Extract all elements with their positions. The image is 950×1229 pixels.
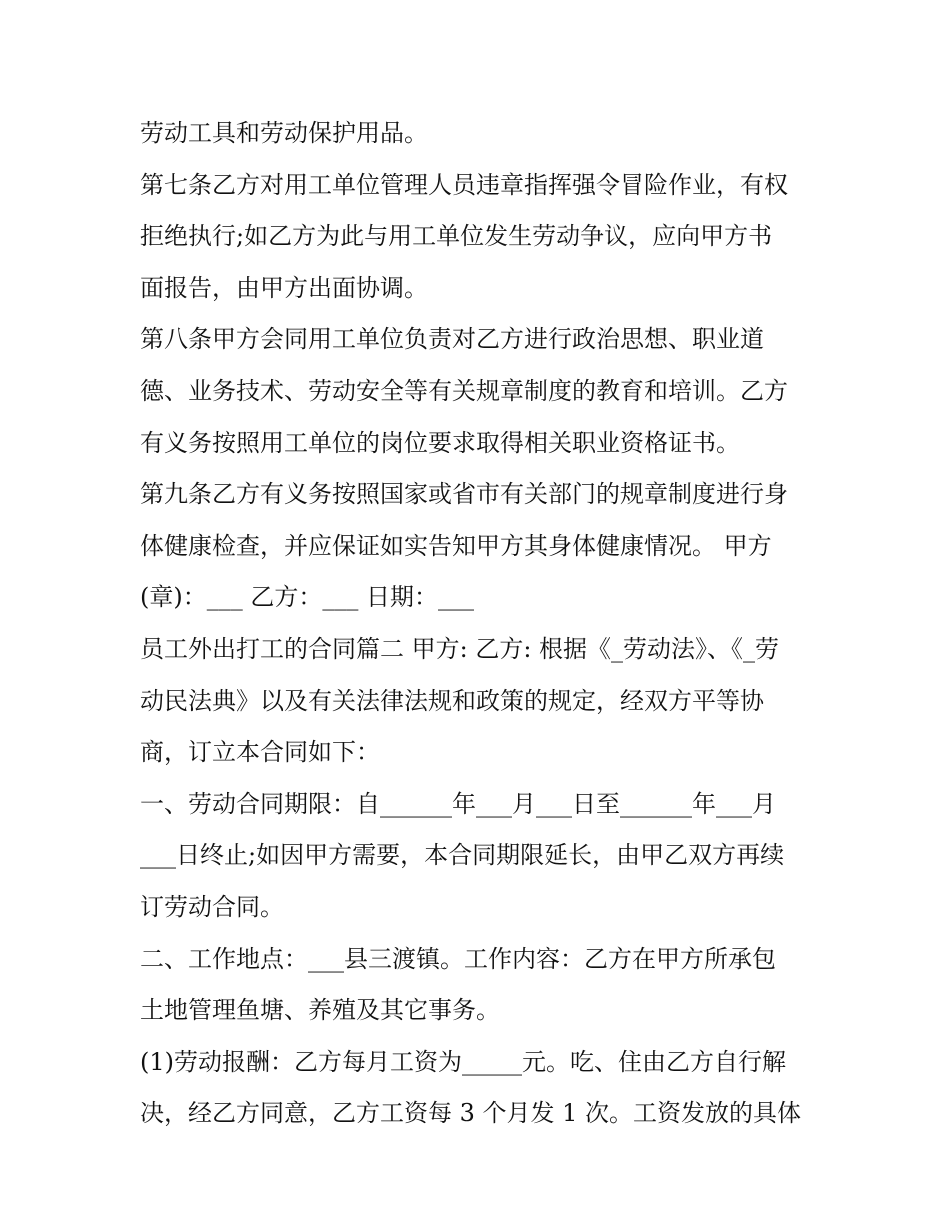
text-line: 一、劳动合同期限：自______年___月___日至______年___月 [140,789,776,818]
text-line: 面报告，由甲方出面协调。 [140,273,428,302]
document-body [140,108,820,1140]
text-line: 土地管理鱼塘、养殖及其它事务。 [140,996,500,1025]
text-line: 拒绝执行;如乙方为此与用工单位发生劳动争议，应向甲方书 [140,222,773,251]
text-line: 二、工作地点：___县三渡镇。工作内容：乙方在甲方所承包 [140,944,776,973]
text-line: 第八条甲方会同用工单位负责对乙方进行政治思想、职业道 [140,325,764,354]
text-line: 体健康检查，并应保证如实告知甲方其身体健康情况。 甲方 [140,531,772,560]
text-line: 有义务按照用工单位的岗位要求取得相关职业资格证书。 [140,428,740,457]
text-line: 动民法典》以及有关法律法规和政策的规定，经双方平等协 [140,686,764,715]
text-line: 第七条乙方对用工单位管理人员违章指挥强令冒险作业，有权 [140,170,788,199]
text-line: 决，经乙方同意，乙方工资每 3 个月发 1 次。工资发放的具体 [140,1099,802,1128]
text-line: (1)劳动报酬：乙方每月工资为_____元。吃、住由乙方自行解 [140,1047,786,1076]
text-line: 商，订立本合同如下： [140,738,380,767]
text-line: 劳动工具和劳动保护用品。 [140,119,428,147]
text-line: ___日终止;如因甲方需要，本合同期限延长，由甲乙双方再续 [140,841,785,870]
text-line: 德、业务技术、劳动安全等有关规章制度的教育和培训。乙方 [140,376,788,405]
text-line: 第九条乙方有义务按照国家或省市有关部门的规章制度进行身 [140,480,788,509]
text-line: 订劳动合同。 [140,892,284,921]
text-line: (章)：___ 乙方：___ 日期：___ [140,583,474,612]
text-line: 员工外出打工的合同篇二 甲方: 乙方: 根据《_劳动法》、《_劳 [140,634,780,663]
